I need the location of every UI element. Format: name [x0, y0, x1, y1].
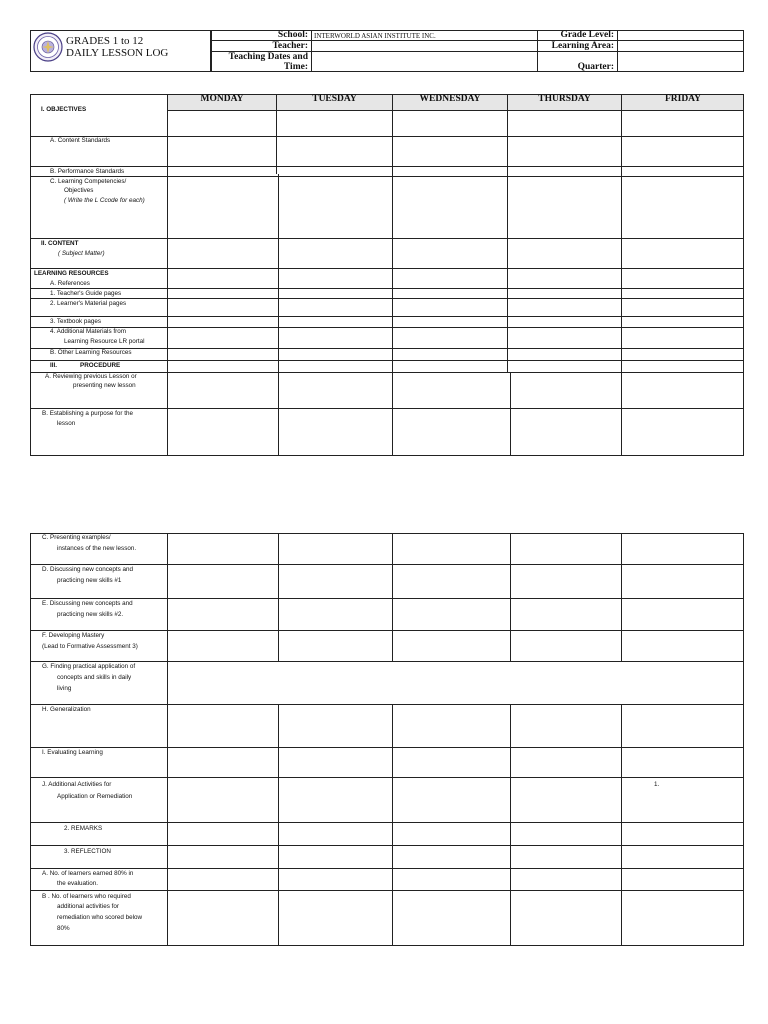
teacher-label: Teacher:: [272, 41, 308, 51]
additional-materials-label-1: 4. Additional Materials from: [50, 328, 126, 335]
remediation-label-3: remediation who scored below: [57, 914, 143, 921]
reviewing-label-1: A. Reviewing previous Lesson or: [45, 373, 137, 380]
additional-activities-label-2: Application or Remediation: [57, 793, 133, 800]
day-header-monday: MONDAY: [200, 94, 244, 104]
teachers-guide-label: 1. Teacher's Guide pages: [50, 290, 122, 297]
day-header-wednesday: WEDNESDAY: [419, 94, 481, 104]
friday-additional-note[interactable]: 1.: [654, 781, 660, 788]
additional-materials-label-2: Learning Resource LR portal: [64, 338, 145, 345]
finding-label-1: G. Finding practical application of: [42, 663, 136, 670]
discussing1-label-2: practicing new skills #1: [57, 577, 122, 584]
day-header-friday: FRIDAY: [664, 94, 702, 104]
discussing2-label-1: E. Discussing new concepts and: [42, 600, 133, 607]
learners-80-label-1: A. No. of learners earned 80% in: [42, 870, 134, 877]
performance-standards-label: B. Performance Standards: [50, 168, 125, 175]
learning-resources-heading: LEARNING RESOURCES: [34, 270, 109, 277]
additional-activities-label-1: J. Additional Activities for: [42, 781, 112, 788]
content-heading: II. CONTENT: [41, 240, 79, 247]
title-line-1: GRADES 1 to 12: [66, 35, 144, 47]
purpose-label-2: lesson: [57, 420, 76, 427]
remediation-label-2: additional activities for: [57, 903, 119, 910]
evaluating-label: I. Evaluating Learning: [42, 749, 103, 756]
discussing2-label-2: practicing new skills #2.: [57, 611, 124, 618]
dates-label-2: Time:: [283, 62, 308, 72]
learning-area-label: Learning Area:: [551, 41, 614, 51]
finding-label-3: living: [57, 685, 72, 692]
other-resources-label: B. Other Learning Resources: [50, 349, 132, 356]
mastery-label-2: (Lead to Formative Assessment 3): [42, 643, 138, 650]
school-value[interactable]: INTERWORLD ASIAN INSTITUTE INC.: [314, 32, 436, 40]
objectives-heading: I. OBJECTIVES: [41, 106, 87, 113]
quarter-field[interactable]: [618, 52, 743, 71]
competencies-label-3: ( Write the L Ccode for each): [64, 197, 145, 204]
title-line-2: DAILY LESSON LOG: [66, 47, 169, 59]
day-header-tuesday: TUESDAY: [312, 94, 357, 104]
learners-material-label: 2. Learner's Material pages: [50, 300, 127, 307]
remarks-label: 2. REMARKS: [64, 825, 103, 832]
learning-area-field[interactable]: [618, 41, 743, 51]
generalization-label: H. Generalization: [42, 706, 91, 713]
presenting-label-2: instances of the new lesson.: [57, 545, 137, 552]
discussing1-label-1: D. Discussing new concepts and: [42, 566, 134, 573]
learners-80-label-2: the evaluation.: [57, 880, 98, 887]
remediation-label-4: 80%: [57, 925, 70, 932]
content-standards-label: A. Content Standards: [50, 137, 111, 144]
reflection-label: 3. REFLECTION: [64, 848, 111, 855]
deped-seal-icon: [33, 32, 63, 62]
grade-level-field[interactable]: [618, 31, 743, 40]
dates-label-1: Teaching Dates and: [228, 52, 308, 62]
remediation-label-1: B . No. of learners who required: [42, 893, 131, 900]
procedure-number: III.: [50, 362, 57, 369]
competencies-label-2: Objectives: [64, 187, 94, 194]
mastery-label-1: F. Developing Mastery: [42, 632, 105, 639]
presenting-label-1: C. Presenting examples/: [42, 534, 111, 541]
reviewing-label-2: presenting new lesson: [73, 382, 136, 389]
references-label: A. References: [50, 280, 90, 287]
grade-level-label: Grade Level:: [560, 30, 614, 40]
textbook-label: 3. Textbook pages: [50, 318, 101, 325]
dates-field[interactable]: [312, 52, 536, 71]
teacher-field[interactable]: [312, 41, 536, 51]
day-header-thursday: THURSDAY: [538, 94, 591, 104]
competencies-label-1: C. Learning Competencies/: [50, 178, 127, 185]
school-label: School:: [277, 30, 308, 40]
subject-matter-label: ( Subject Matter): [58, 250, 105, 257]
procedure-heading: PROCEDURE: [80, 362, 121, 369]
purpose-label-1: B. Establishing a purpose for the: [42, 410, 134, 417]
finding-label-2: concepts and skills in daily: [57, 674, 132, 681]
quarter-label: Quarter:: [577, 62, 614, 72]
